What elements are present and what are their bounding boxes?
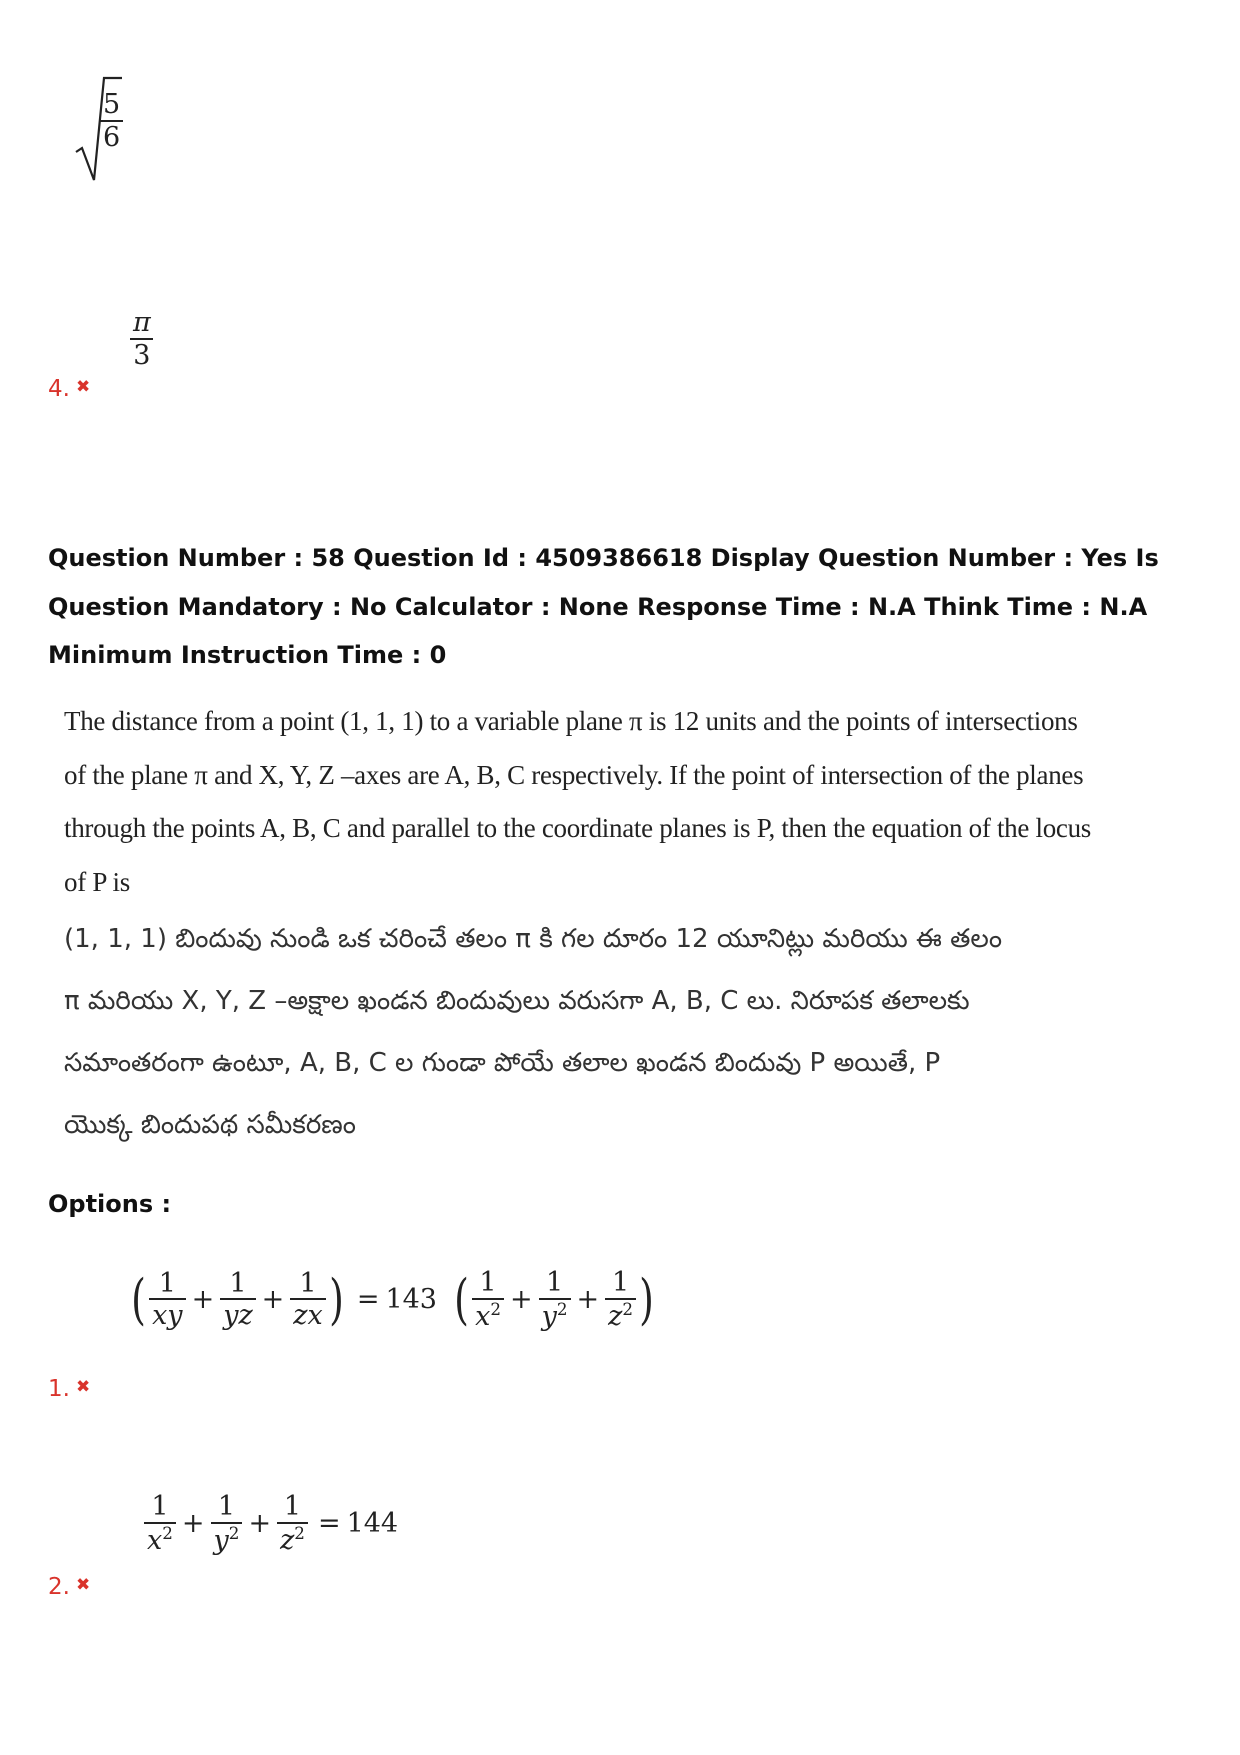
option-1-equation: ( $\frac{1}{xy}$ + $\frac{1}{yz}$ + $\frac{1}{zx}$ ) = 143 ( $\frac{1}{x^2}$ + $\frac{1}{y^2}$ + $\frac{1}{z^2}$ ): [131, 1267, 654, 1332]
question-text-line-2: of the plane π and X, Y, Z –axes are A, B, C respectively. If the point of intersection of the planes: [64, 760, 1084, 790]
wrong-mark-icon: ✖: [75, 377, 91, 397]
question-meta: Question Number : 58 Question Id : 4509386618 Display Question Number : Yes Is Question Mandatory : No Calculator : None Response Time : N.A Think Time : N.A Minimum Instruction Time : 0: [48, 544, 1159, 669]
wrong-mark-icon: ✖: [75, 1377, 91, 1397]
options-label: Options :: [48, 1190, 172, 1218]
option-2-label: 2. ✖: [48, 1574, 91, 1600]
fraction-5-6: $\frac{5}{6}$: [100, 90, 123, 153]
question-telugu-line-2: π మరియు X, Y, Z –అక్షాల ఖండన బిందువులు వరుసగా A, B, C లు. నిరూపక తలాలకు: [64, 986, 970, 1016]
question-text-line-3: through the points A, B, C and parallel to the coordinate planes is P, then the equation of the locus: [64, 813, 1091, 843]
option-2-equation: $\frac{1}{x^2}$ + $\frac{1}{y^2}$ + $\frac{1}{z^2}$ = 144: [144, 1492, 398, 1556]
question-telugu-line-1: (1, 1, 1) బిందువు నుండి ఒక చరించే తలం π కి గల దూరం 12 యూనిట్లు మరియు ఈ తలం: [64, 924, 1003, 954]
question-text-line-1: The distance from a point (1, 1, 1) to a variable plane π is 12 units and the points of intersections: [64, 706, 1078, 736]
option-2-rhs: 144: [346, 1508, 399, 1540]
option-1-label: 1. ✖: [48, 1376, 91, 1402]
question-text-line-4: of P is: [64, 867, 130, 897]
wrong-mark-icon: ✖: [75, 1575, 91, 1595]
option-4-image: [130, 308, 154, 371]
option-1-rhs: 143: [385, 1284, 437, 1316]
option-4-label: 4. ✖: [48, 376, 91, 402]
question-telugu-line-3: సమాంతరంగా ఉంటూ, A, B, C ల గుండా పోయే తలాల ఖండన బిందువు P అయితే, P: [64, 1048, 941, 1078]
fraction-pi-3: $\frac{\pi}{3}$: [130, 308, 154, 371]
question-telugu-line-4: యొక్క బిందుపథ సమీకరణం: [64, 1110, 356, 1140]
sqrt-fraction-option-3: [74, 72, 144, 182]
